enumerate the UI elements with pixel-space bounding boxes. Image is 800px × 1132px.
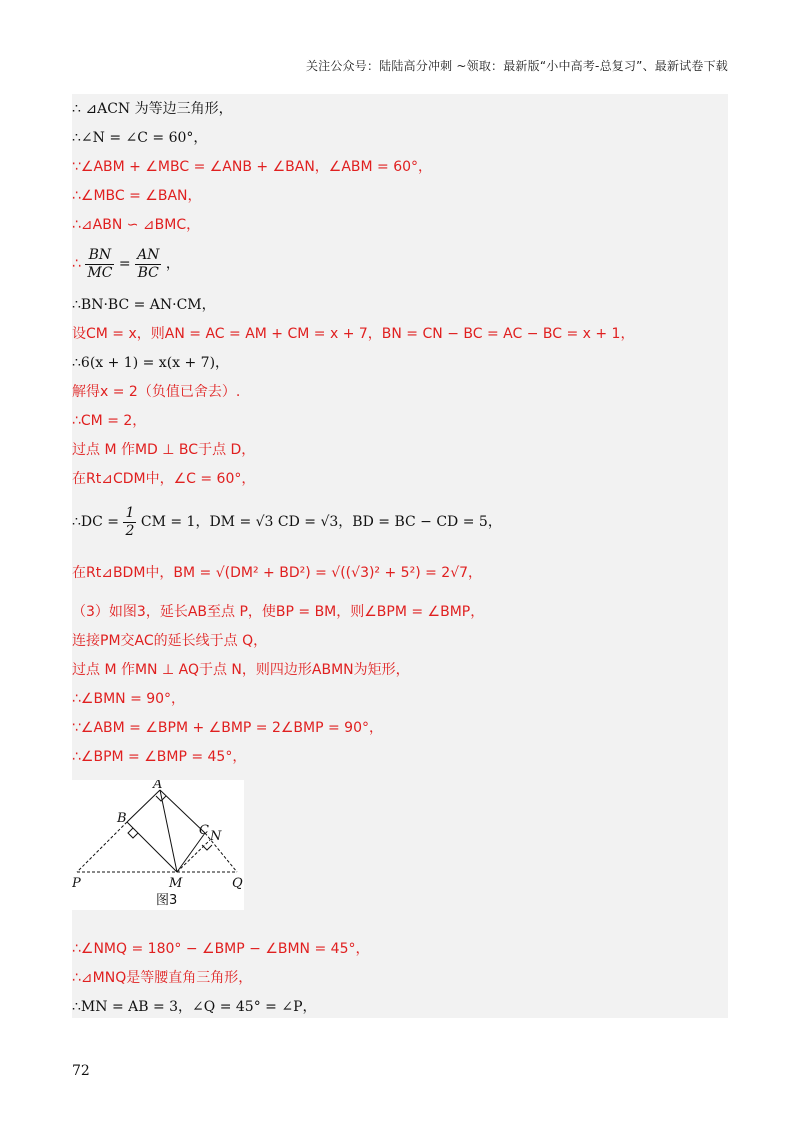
numerator: BN: [85, 247, 114, 265]
segment-ab: [127, 790, 160, 822]
geometry-figure-3: [72, 780, 244, 910]
solution-line: 在Rt⊿CDM中，∠C = 60°，: [72, 471, 256, 487]
segment-am: [160, 790, 177, 872]
label-n: N: [210, 829, 222, 844]
solution-line: ∴∠N = ∠C = 60°，: [72, 130, 208, 146]
label-q: Q: [232, 876, 243, 891]
solution-line: 过点 M 作MN ⊥ AQ于点 N，则四边形ABMN为矩形，: [72, 662, 410, 678]
fraction-one-half: [123, 505, 136, 540]
solution-line: ∴MN = AB = 3，∠Q = 45° = ∠P，: [72, 999, 317, 1015]
solution-line: 设CM = x，则AN = AC = AM + CM = x + 7，BN = CN − BC = AC − BC = x + 1，: [72, 326, 635, 342]
solution-line: ∴⊿MNQ是等腰直角三角形，: [72, 970, 253, 986]
solution-line: （3）如图3，延长AB至点 P，使BP = BM，则∠BPM = ∠BMP，: [72, 604, 485, 620]
equals-sign: =: [118, 256, 131, 272]
solution-line: ∵∠ABM = ∠BPM + ∠BMP = 2∠BMP = 90°，: [72, 720, 383, 736]
segment-mn-dashed: [177, 840, 210, 872]
fraction-an-bc: [135, 247, 161, 282]
solution-line: ∴∠MBC = ∠BAN，: [72, 188, 202, 204]
solution-line: ∴BN·BC = AN·CM，: [72, 297, 216, 313]
solution-line: 解得x = 2（负值已舍去）.: [72, 384, 241, 400]
label-p: P: [72, 876, 81, 891]
fraction-line: [72, 246, 180, 282]
segment-bp-dashed: [77, 822, 127, 872]
page-header: 关注公众号：陆陆高分冲刺 ~领取：最新版“小中高考-总复习”、最新试卷下载: [305, 59, 728, 73]
solution-line: ∴∠NMQ = 180° − ∠BMP − ∠BMN = 45°，: [72, 941, 370, 957]
dc-expression: ∴DC =: [72, 514, 120, 530]
solution-line: 连接PM交AC的延长线于点 Q，: [72, 633, 268, 649]
therefore-symbol: ∴: [72, 256, 81, 272]
comma: ，: [165, 256, 180, 272]
solution-content: [72, 94, 728, 1018]
solution-line: ∴ ⊿ACN 为等边三角形，: [72, 101, 233, 117]
label-b: B: [117, 811, 127, 826]
denominator: BC: [137, 264, 159, 281]
right-angle-mark-b: [128, 828, 138, 838]
solution-line: ∴6(x + 1) = x(x + 7)，: [72, 355, 230, 371]
solution-line: ∴∠BMN = 90°，: [72, 691, 186, 707]
segment-bm: [127, 822, 177, 872]
solution-line: 过点 M 作MD ⊥ BC于点 D，: [72, 442, 256, 458]
label-c: C: [199, 823, 209, 838]
fraction-line: [72, 504, 502, 540]
solution-line: 在Rt⊿BDM中，BM = √(DM² + BD²) = √((√3)² + 5²) = 2√7，: [72, 565, 483, 581]
denominator: MC: [87, 264, 113, 281]
solution-line: ∴∠BPM = ∠BMP = 45°，: [72, 749, 247, 765]
page-number: 72: [72, 1063, 90, 1079]
figure-caption: 图3: [156, 893, 178, 908]
numerator: AN: [137, 246, 160, 263]
fraction-bn-mc: [85, 247, 114, 282]
figure-svg: [72, 780, 244, 910]
denominator: 2: [125, 522, 135, 539]
numerator: 1: [125, 504, 135, 521]
solution-line: ∴⊿ABN ∽ ⊿BMC，: [72, 217, 201, 233]
label-a: A: [153, 780, 163, 792]
solution-line: ∴CM = 2，: [72, 413, 147, 429]
label-m: M: [169, 876, 183, 891]
dc-expression-rest: CM = 1，DM = √3 CD = √3，BD = BC − CD = 5，: [140, 514, 502, 530]
solution-line: ∵∠ABM + ∠MBC = ∠ANB + ∠BAN，∠ABM = 60°，: [72, 159, 433, 175]
segment-cm: [177, 833, 205, 872]
